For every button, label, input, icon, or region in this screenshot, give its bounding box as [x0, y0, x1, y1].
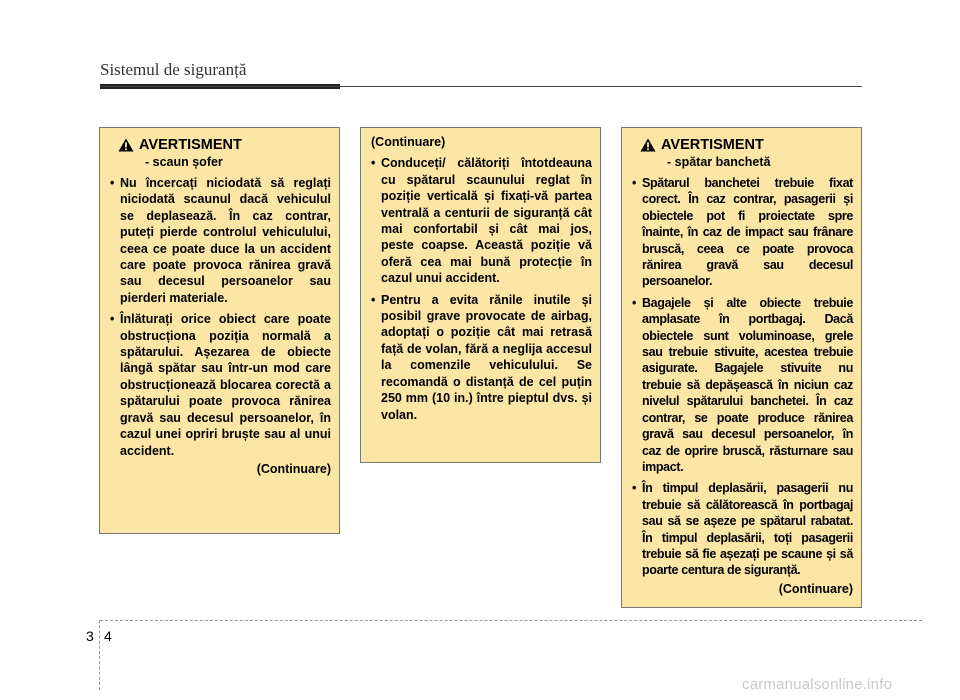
list-item [110, 175, 331, 306]
warning-box-driver-seat [99, 127, 340, 534]
list-item [632, 480, 853, 578]
list-item [110, 311, 331, 459]
warning-heading-text: AVERTISMENT [139, 137, 242, 153]
warning-box-rear-seatback [621, 127, 862, 608]
bullet: • [371, 156, 376, 171]
list-item-text: Conduceți/ călătoriți întotdeauna cu spătarul scaunului reglat în poziție verticală și fixați-vă partea ventrală a centurii de siguranță cât mai confortabil și cât mai jos, peste coapse. Această poziție vă oferă cea mai bună protecție în cazul unui accident. [381, 156, 592, 286]
list-item-text: Pentru a evita rănile inutile și posibil grave provocate de airbag, adoptați o poziție cât mai retrasă față de volan, fără a neglija accesul la comenzile vehiculului. Se recomandă o distanță de cel puțin 250 mm (10 in.) între pieptul dvs. și volan. [381, 292, 592, 422]
watermark: carmanualsonline.info [742, 676, 893, 693]
warning-subheading: - spătar banchetă [667, 155, 771, 169]
page-header-title: Sistemul de siguranță [100, 60, 247, 79]
header-rule [100, 86, 862, 87]
footer-rule [100, 620, 922, 621]
warning-triangle-icon [118, 138, 134, 152]
list-item-text: Înlăturați orice obiect care poate obstrucționa poziția normală a spătarului. Așezarea de obiecte lângă spătar sau într-un mod care obstrucționează blocarea corectă a spătarului poate provoca rănirea gravă sau decesul persoanelor, în cazul unei opriri bruște sau al unui accident. [120, 312, 331, 458]
list-item [632, 295, 853, 475]
list-item-text: Spătarul banchetei trebuie fixat corect. În caz contrar, pasagerii și obiectele pot fi proiectate spre înainte, în caz de impact sau frânare bruscă, ceea ce poate provoca rănirea gravă sau decesul persoanelor. [642, 176, 853, 289]
continued-box [360, 127, 601, 463]
continued-label: (Continuare) [371, 135, 446, 149]
warning-heading-text: AVERTISMENT [661, 137, 764, 153]
list-item [632, 175, 853, 290]
bullet: • [110, 312, 115, 327]
list-item-text: Nu încercați niciodată să reglați niciodată scaunul dacă vehiculul se deplasează. În caz contrar, puteți pierde controlul vehiculului, ceea ce poate duce la un accident care poate provoca rănirea gravă sau decesul persoanelor sau pierderi materiale. [120, 176, 331, 305]
warning-heading [110, 136, 331, 154]
list-item-text: Bagajele și alte obiecte trebuie amplasate în portbagaj. Dacă obiectele sunt voluminoase, grele sau trebuie stivuite, acestea trebuie asigurate. Bagajele stivuite nu trebuie să depășească în niciun caz nivelul spătarului banchetei. În caz contrar, se poate produce rănirea gravă sau decesul persoanelor, în caz de oprire bruscă, răsturnare sau impact. [642, 295, 853, 474]
warning-heading [632, 136, 853, 154]
list-item-text: În timpul deplasării, pasagerii nu trebuie să călătorească în portbagaj sau să se așeze pe spătarul rabatat. În timpul deplasării, toți pasagerii trebuie să fie așezați pe scaune și să poarte centura de siguranță. [642, 481, 853, 578]
bullet: • [632, 176, 637, 190]
bullet: • [632, 481, 637, 496]
warning-subheading: - scaun șofer [145, 155, 223, 169]
footer-vertical-rule [99, 620, 100, 690]
list-item [371, 155, 592, 286]
bullet: • [632, 295, 637, 310]
chapter-number: 3 [86, 628, 94, 644]
bullet: • [110, 176, 115, 190]
warning-triangle-icon [640, 138, 656, 152]
list-item [371, 292, 592, 423]
continuation-label: (Continuare) [256, 461, 331, 476]
continuation-label: (Continuare) [778, 581, 853, 596]
bullet: • [371, 292, 376, 307]
page-number: 4 [104, 628, 112, 644]
